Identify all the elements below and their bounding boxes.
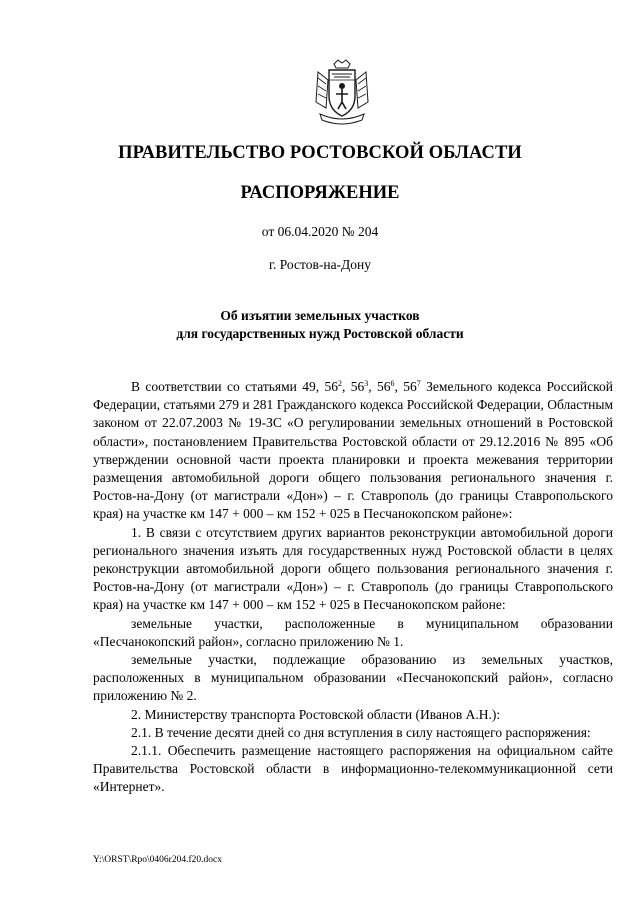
document-type: РАСПОРЯЖЕНИЕ bbox=[240, 183, 400, 203]
coat-of-arms-icon bbox=[312, 58, 372, 128]
date-number: от 06.04.2020 № 204 bbox=[261, 224, 379, 239]
city: г. Ростов-на-Дону bbox=[268, 257, 371, 272]
paragraph-1-item-b: земельные участки, подлежащие образованию из земельных участков, расположенных в муниципальном образовании «Песчанокопский район», согласно приложению № 2. bbox=[93, 652, 613, 704]
paragraph-2-1-1: 2.1.1. Обеспечить размещение настоящего распоряжения на официальном сайте Правительства Ростовской области в информационно-телекоммуникационной сети «Интернет». bbox=[93, 743, 613, 795]
government-title: ПРАВИТЕЛЬСТВО РОСТОВСКОЙ ОБЛАСТИ bbox=[118, 143, 522, 163]
document-body bbox=[93, 378, 613, 797]
file-path-footer: Y:\ORST\Rpo\0406r204.f20.docx bbox=[93, 855, 222, 865]
paragraph-2: 2. Министерству транспорта Ростовской области (Иванов А.Н.): bbox=[131, 706, 501, 722]
paragraph-1-item-a: земельные участки, расположенные в муниципальном образовании «Песчанокопский район», согласно приложению № 1. bbox=[93, 615, 613, 649]
document-subject bbox=[0, 307, 640, 343]
subject-line-2: для государственных нужд Ростовской области bbox=[176, 326, 464, 341]
paragraph-2-1: 2.1. В течение десяти дней со дня вступления в силу настоящего распоряжения: bbox=[131, 724, 591, 740]
paragraph-1: 1. В связи с отсутствием других вариантов реконструкции автомобильной дороги регионального значения изъять для государственных нужд Ростовской области в целях реконструкции автомобильной дороги общего пользования регионального значения г. Ростов-на-Дону (от магистрали «Дон») – г. Ставрополь (до границы Ставропольского края) на участке км 147 + 000 – км 152 + 025 в Песчанокопском районе: bbox=[93, 524, 613, 613]
paragraph-preamble: В соответствии со статьями 49, $56^2$, $56^3$, $56^6$, $56^7$ Земельного кодекса Российской Федерации, статьями 279 и 281 Гражданского кодекса Российской Федерации, Областным законом от 22.07.2003 № 19-ЗС «О регулировании земельных отношений в Ростовской области», постановлением Правительства Ростовской области от 29.12.2016 № 895 «Об утверждении основной части проекта планировки и проекта межевания территории размещения автомобильной дороги общего пользования регионального значения г. Ростов-на-Дону (от магистрали «Дон») – г. Ставрополь (до границы Ставропольского края) на участке км 147 + 000 – км 152 + 025 в Песчанокопском районе»: bbox=[93, 379, 613, 522]
subject-line-1: Об изъятии земельных участков bbox=[220, 308, 420, 323]
